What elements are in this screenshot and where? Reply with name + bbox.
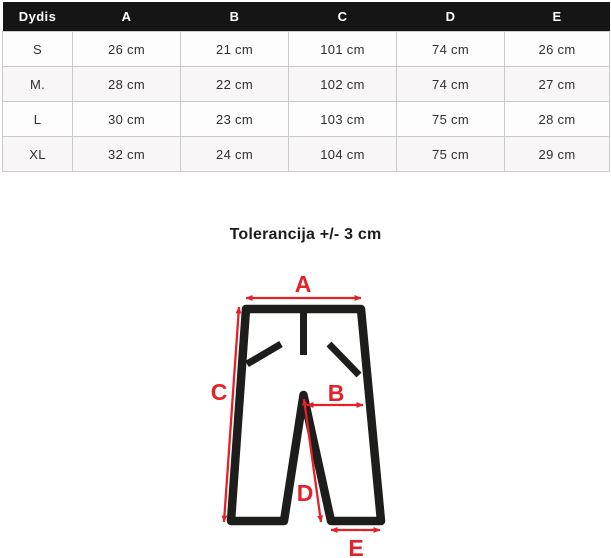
col-header-e: E xyxy=(505,2,610,32)
measurement-cell: 74 cm xyxy=(397,32,505,67)
dim-label-a: A xyxy=(294,271,312,297)
size-table xyxy=(2,2,610,172)
size-row-l xyxy=(3,102,610,137)
size-label: L xyxy=(3,102,73,137)
col-header-c: C xyxy=(289,2,397,32)
size-label: S xyxy=(3,32,73,67)
measurement-cell: 28 cm xyxy=(73,67,181,102)
measurement-cell: 32 cm xyxy=(73,137,181,172)
measurement-cell: 30 cm xyxy=(73,102,181,137)
measurement-cell: 21 cm xyxy=(181,32,289,67)
size-label: XL xyxy=(3,137,73,172)
measurement-cell: 26 cm xyxy=(73,32,181,67)
pants-right-pocket-line xyxy=(329,344,359,375)
size-row-xl xyxy=(3,137,610,172)
measurement-cell: 102 cm xyxy=(289,67,397,102)
pants-measurement-diagram xyxy=(189,264,411,558)
measurement-cell: 23 cm xyxy=(181,102,289,137)
dim-label-b: B xyxy=(327,380,345,406)
measurement-cell: 26 cm xyxy=(505,32,610,67)
measurement-cell: 24 cm xyxy=(181,137,289,172)
col-header-d: D xyxy=(397,2,505,32)
col-header-a: A xyxy=(73,2,181,32)
size-table-header-row xyxy=(3,2,610,32)
dim-label-c: C xyxy=(210,379,228,405)
pants-left-pocket-line xyxy=(247,344,281,364)
measurement-cell: 29 cm xyxy=(505,137,610,172)
col-header-b: B xyxy=(181,2,289,32)
measurement-cell: 28 cm xyxy=(505,102,610,137)
measurement-cell: 75 cm xyxy=(397,137,505,172)
dim-label-d: D xyxy=(296,480,314,506)
measurement-cell: 74 cm xyxy=(397,67,505,102)
col-header-dydis: Dydis xyxy=(3,2,73,32)
size-row-m xyxy=(3,67,610,102)
measurement-cell: 75 cm xyxy=(397,102,505,137)
tolerance-note: Tolerancija +/- 3 cm xyxy=(229,226,382,243)
dim-label-e: E xyxy=(348,535,364,558)
size-label: M. xyxy=(3,67,73,102)
measurement-cell: 22 cm xyxy=(181,67,289,102)
measurement-cell: 103 cm xyxy=(289,102,397,137)
measurement-cell: 101 cm xyxy=(289,32,397,67)
measurement-cell: 104 cm xyxy=(289,137,397,172)
measurement-cell: 27 cm xyxy=(505,67,610,102)
size-row-s xyxy=(3,32,610,67)
